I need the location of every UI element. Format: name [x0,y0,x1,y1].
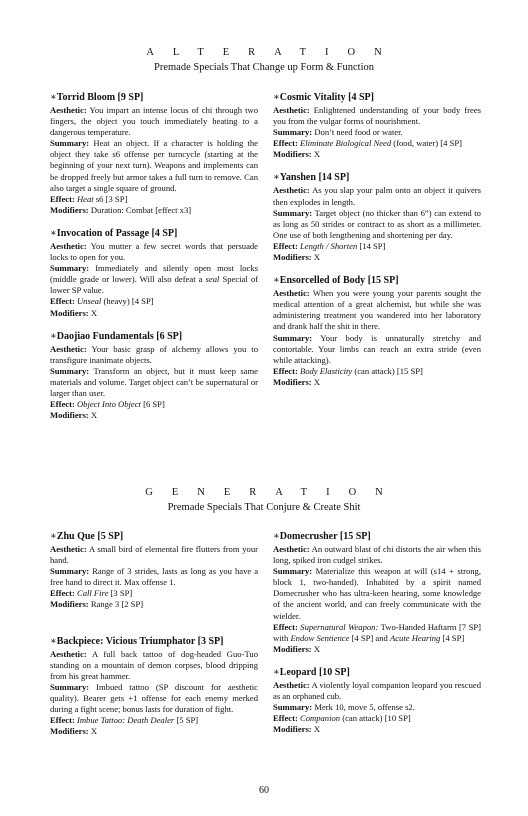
entry-aesthetic: A small bird of elemental fire flutters from your hand. [50,544,258,566]
entry-ensorcelled-of-body: ∗Ensorcelled of Body [15 SP] Aesthetic: When you were young your parents sought the medical attention of a great alchemist, but while she was administering treatment you wandered into her laboratory and drank half the shit in there. Summary: Your body is unnaturally stretchy and contortable. Your limbs can reach an extra stride (even while attacking). Effect: Body Elasticity (can attack) [15 SP] Modifiers: X [273,275,481,387]
entry-modifiers: X [90,307,98,318]
entry-effect: Unseal [76,296,102,307]
entry-leopard: ∗Leopard [10 SP] Aesthetic: A violently loyal companion leopard you rescued as an orphaned cub. Summary: Merk 10, move 5, offense s2. Effect: Companion (can attack) [10 SP] Modifiers: X [273,666,481,735]
entry-summary: Transform an object, but it must keep same materials and volume. Target object can’t be supernatural or larger than user. [50,365,258,398]
entry-modifiers: Range 3 [2 SP] [90,599,144,610]
alteration-right-column [273,91,481,399]
entry-cost: [5 SP] [97,531,124,542]
entry-cost: [15 SP] [367,275,399,287]
entry-torrid-bloom: ∗Torrid Bloom [9 SP] Aesthetic: You impart an intense locus of chi through two fingers, the object you touch immediately heating to a dangerous temperature. Summary: Heat an object. If a character is holding the object they take s6 offense per turncycle (starting at the beginning of your next turn). Weapons and implements can be dropped freely but armor takes a full turn to remove. Can also target a single square of ground. Effect: Heat s6 [3 SP] Modifiers: Duration: Combat [effect x3] [50,92,258,215]
entry-title: Backpiece: Vicious Triumphator [56,635,196,647]
entry-yanshen: ∗Yanshen [14 SP] Aesthetic: As you slap your palm onto an object it quivers then explodes in length. Summary: Target object (no thicker than 6”) can extend to as long as 50 strides or contract to as short as a millimeter. One use of both lengthening and shortening per day. Effect: Length / Shorten [14 SP] Modifiers: X [273,172,481,263]
entry-aesthetic: Your basic grasp of alchemy allows you to transfigure inanimate objects. [50,343,258,365]
entry-effect: Heat [76,193,94,204]
section-title-alteration: ALTERATION [146,47,401,58]
entry-summary: Imbued tattoo (SP discount for aesthetic quality). Bearer gets +1 offense for each enemy merked during a fight scene; bonus lasts for duration of fight. [50,681,258,715]
entry-effect: Supernatural Weapon: [300,621,379,632]
entry-summary: Immediately and silently open most locks (middle grade or lower). Will also defeat a [50,263,258,285]
entry-effect: Companion [299,713,341,724]
entry-summary: Your body is unnaturally stretchy and contortable. Your limbs can reach an extra stride (even while attacking). [273,332,481,365]
entry-title: Yanshen [279,172,316,184]
entry-title: Cosmic Vitality [279,92,346,103]
entry-cost: [4 SP] [348,92,374,103]
entry-aesthetic: When you were young your parents sought the medical attention of a great alchemist, but while she was administering treatment you wandered into her laboratory and drank half the shit in there. [273,288,481,332]
entry-effect: Call Fire [76,588,109,599]
entry-effect: Imbue Tattoo: Death Dealer [76,715,175,726]
entry-domecrusher: ∗Domecrusher [15 SP] Aesthetic: An outward blast of chi distorts the air when this long, spiked iron cudgel strikes. Summary: Materialize this weapon at will (s14 + strong, block 1, two-handed). Inhabited by a spirit named Domecrusher who has ultra-keen hearing, some knowledge of the ancient world, and can freely communicate with the wielder. Effect: Supernatural Weapon: Two-Handed Haftarm [7 SP] with Endow Sentience [4 SP] and Acute Hearing [4 SP] Modifiers: X [273,531,481,654]
entry-cosmic-vitality: ∗Cosmic Vitality [4 SP] Aesthetic: Enlightened understanding of your body frees you from the vulgar forms of nourishment. Summary: Don’t need food or water. Effect: Eliminate Biological Need (food, water) [4 SP] Modifiers: X [273,92,481,160]
entry-effect: Length / Shorten [299,240,358,251]
entry-title: Zhu Que [56,531,95,542]
entry-cost: [3 SP] [197,635,224,647]
entry-effect: Object Into Object [76,399,141,410]
page-number: 60 [259,785,269,796]
section-subtitle-alteration: Premade Specials That Change up Form & Function [154,62,374,73]
entry-summary: Merk 10, move 5, offense s2. [314,702,415,713]
generation-left-column [50,530,258,748]
entry-summary: Don’t need food or water. [314,127,403,138]
entry-daojiao-fundamentals: ∗Daojiao Fundamentals [6 SP] Aesthetic: Your basic grasp of alchemy allows you to transfigure inanimate objects. Summary: Transform an object, but it must keep same materials and volume. Target object can’t be supernatural or larger than user. Effect: Object Into Object [6 SP] Modifiers: X [50,330,258,421]
entry-modifiers: X [313,643,321,654]
entry-cost: [4 SP] [151,227,178,239]
section-title-generation: GENERATION [145,487,402,498]
section-subtitle-generation: Premade Specials That Conjure & Create Shit [167,502,361,513]
entry-aesthetic: An outward blast of chi distorts the air when this long, spiked iron cudgel strikes. [273,544,481,566]
entry-modifiers: Duration: Combat [effect x3] [90,204,192,215]
entry-cost: [9 SP] [117,92,144,103]
entry-effect: Eliminate Biological Need [299,138,392,149]
entry-modifiers: X [313,252,321,263]
entry-cost: [6 SP] [156,330,183,342]
entry-modifiers: X [90,410,98,421]
entry-summary: Heat an object. If a character is holding the object they take s6 offense per turncycle (starting at the beginning of your next turn). Weapons and implements can be dropped freely but armor takes a full turn to remove. Can also target a single square of ground. [50,138,258,193]
entry-title: Leopard [279,666,317,678]
entry-cost: [15 SP] [339,531,371,542]
entry-title: Invocation of Passage [56,227,150,239]
generation-right-column [273,530,481,746]
entry-title: Daojiao Fundamentals [56,330,154,342]
entry-zhu-que: ∗Zhu Que [5 SP] Aesthetic: A small bird of elemental fire flutters from your hand. Summary: Range of 3 strides, lasts as long as you have a free hand to direct it. Max offense 1. Effect: Call Fire [3 SP] Modifiers: Range 3 [2 SP] [50,531,259,610]
entry-invocation-of-passage: ∗Invocation of Passage [4 SP] Aesthetic: You mutter a few secret words that persuade locks to open for you. Summary: Immediately and silently open most locks (middle grade or lower). Will also defeat a seal Special of lower SP value. Effect: Unseal (heavy) [4 SP] Modifiers: X [50,227,258,318]
entry-cost: [10 SP] [318,666,350,678]
entry-summary: Target object (no thicker than 6”) can extend to as long as 50 strides or contract to as short as a millimeter. One use of both lengthening and shortening per day. [273,207,481,240]
entry-modifiers: X [90,726,98,737]
entry-aesthetic: A violently loyal companion leopard you rescued as an orphaned cub. [273,679,481,702]
entry-effect: Body Elasticity [299,365,353,376]
entry-modifiers: X [313,376,321,387]
entry-title: Ensorcelled of Body [279,275,366,287]
alteration-left-column [50,91,258,432]
entry-modifiers: X [313,724,321,735]
entry-summary: Materialize this weapon at will (s14 + strong, block 1, two-handed). Inhabited by a spirit named Domecrusher who has ultra-keen hearing, some knowledge of the ancient world, and can freely communicate with the wielder. [273,566,481,621]
entry-aesthetic: You mutter a few secret words that persuade locks to open for you. [50,240,258,263]
entry-aesthetic: A full back tattoo of dog-headed Guo-Tuo standing on a mountain of demon corpses, blood dripping from his great hammer. [50,648,258,681]
entry-aesthetic: You impart an intense locus of chi through two fingers, the object you touch immediately heating to a dangerous temperature. [50,105,258,138]
entry-title: Torrid Bloom [56,92,116,103]
entry-title: Domecrusher [279,531,338,542]
entry-aesthetic: Enlightened understanding of your body frees you from the vulgar forms of nourishment. [273,105,481,127]
entry-cost: [14 SP] [318,172,350,184]
entry-modifiers: X [313,149,321,160]
entry-summary: Range of 3 strides, lasts as long as you have a free hand to direct it. Max offense 1. [50,566,259,588]
entry-backpiece-vicious-triumphator: ∗Backpiece: Vicious Triumphator [3 SP] Aesthetic: A full back tattoo of dog-headed Guo-Tuo standing on a mountain of demon corpses, blood dripping from his great hammer. Summary: Imbued tattoo (SP discount for aesthetic quality). Bearer gets +1 offense for each enemy merked during a fight scene; bonus lasts for duration of fight. Effect: Imbue Tattoo: Death Dealer [5 SP] Modifiers: X [50,635,258,737]
entry-aesthetic: As you slap your palm onto an object it quivers then explodes in length. [273,185,481,207]
